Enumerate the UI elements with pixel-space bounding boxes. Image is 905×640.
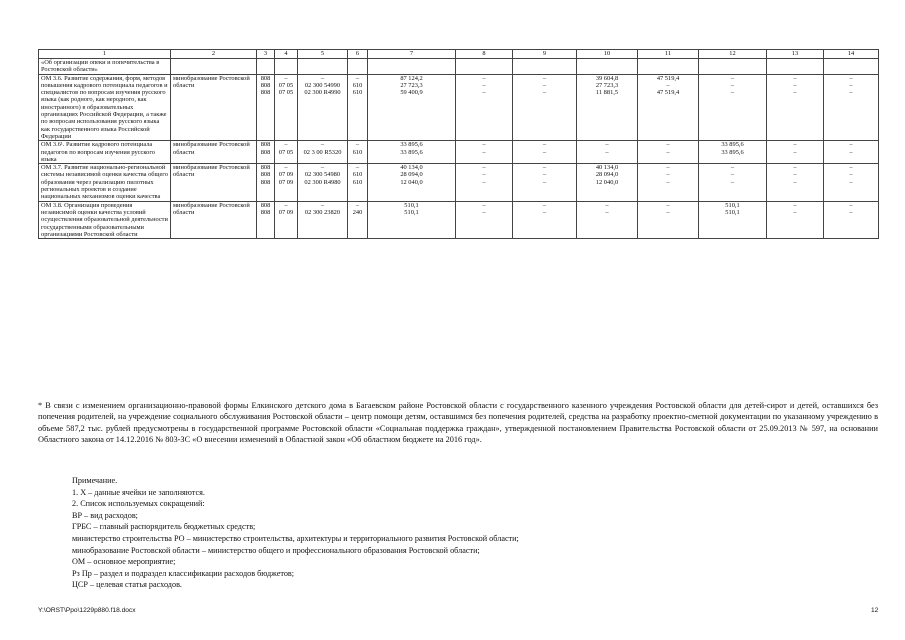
value-line: – (666, 201, 670, 209)
value-line: – (284, 141, 288, 149)
value-line: 11 881,5 (595, 89, 619, 97)
value-line: 47 519,4 (656, 89, 680, 97)
value-line: – (482, 148, 486, 156)
value-line: 610 (352, 81, 363, 89)
value-line: – (793, 81, 797, 89)
value-cell-c14 (824, 74, 879, 141)
value-line: 28 094,0 (595, 171, 619, 179)
value-line: – (793, 89, 797, 97)
column-header-10: 10 (577, 50, 638, 59)
value-line: 39 604,8 (595, 74, 619, 82)
value-line (350, 59, 365, 66)
value-line: 33 895,6 (400, 148, 423, 156)
value-cell-c9 (513, 141, 577, 164)
value-cell-c13 (767, 201, 824, 238)
value-line: 47 519,4 (656, 74, 680, 82)
value-line (515, 59, 574, 66)
value-line: – (730, 89, 735, 97)
value-line: – (355, 74, 360, 82)
value-cell-c11 (638, 74, 699, 141)
value-line: – (793, 164, 797, 172)
value-cell-c13 (767, 164, 824, 201)
column-header-9: 9 (513, 50, 577, 59)
value-cell-c14 (824, 164, 879, 201)
table-row (39, 164, 879, 201)
value-line: – (542, 74, 547, 82)
value-line: 610 (352, 178, 363, 186)
value-cell-c9 (513, 164, 577, 201)
value-line: – (542, 208, 547, 216)
value-line: – (730, 178, 735, 186)
value-line: 510,1 (725, 201, 740, 209)
value-cell-c5 (298, 141, 348, 164)
value-line: – (320, 74, 325, 82)
value-cell-c4 (275, 201, 298, 238)
value-line: – (482, 81, 486, 89)
value-cell-c9 (513, 59, 577, 75)
column-header-7: 7 (368, 50, 456, 59)
value-cell-c6 (348, 59, 368, 75)
value-line: – (482, 89, 486, 97)
value-line: 33 895,6 (721, 141, 744, 149)
value-line: – (793, 148, 797, 156)
value-line: – (849, 148, 853, 156)
value-cell-c6 (348, 201, 368, 238)
value-line: 808 (260, 171, 271, 179)
value-line: – (793, 178, 797, 186)
value-line: – (849, 81, 853, 89)
value-cell-c9 (513, 201, 577, 238)
value-line: – (355, 141, 360, 149)
note-line: минобразование Ростовской области – министерство общего и профессионального образования Ростовской области; (72, 545, 480, 555)
value-line: – (849, 178, 853, 186)
note-line: ОМ – основное мероприятие; (72, 557, 176, 567)
value-line: 610 (352, 171, 363, 179)
value-cell-c3 (257, 74, 275, 141)
value-line: 510,1 (404, 201, 419, 209)
value-line: – (605, 208, 609, 216)
value-cell-c11 (638, 59, 699, 75)
value-line: 33 895,6 (721, 148, 744, 156)
value-line (300, 59, 345, 66)
note-line: ГРБС – главный распорядитель бюджетных средств; (72, 522, 256, 532)
value-cell-c5 (298, 201, 348, 238)
value-line: – (666, 178, 670, 186)
value-line (579, 59, 635, 66)
value-line: – (605, 141, 609, 149)
value-line: – (542, 81, 547, 89)
value-line: – (482, 74, 486, 82)
value-line: – (320, 141, 325, 149)
value-line: 02 300 R4990 (304, 89, 341, 97)
value-cell-c10 (577, 164, 638, 201)
value-line: – (849, 141, 853, 149)
value-line: – (666, 164, 670, 172)
value-cell-c12 (699, 74, 767, 141)
value-line: – (320, 201, 325, 209)
value-cell-c13 (767, 59, 824, 75)
column-header-2: 2 (171, 50, 257, 59)
value-line: – (284, 74, 288, 82)
value-line: 12 040,0 (400, 178, 423, 186)
value-line: – (542, 141, 547, 149)
value-line: 808 (260, 148, 271, 156)
value-line: – (605, 201, 609, 209)
value-line: 02 300 23820 (304, 208, 341, 216)
value-line: 87 124,2 (400, 74, 423, 82)
table-row (39, 201, 879, 238)
value-cell-c7 (368, 59, 456, 75)
value-line: – (666, 141, 670, 149)
value-cell-c12 (699, 201, 767, 238)
value-line (769, 59, 821, 66)
value-line: – (284, 201, 288, 209)
value-line: – (542, 178, 547, 186)
value-cell-c8 (456, 164, 513, 201)
value-line: 808 (260, 81, 271, 89)
value-cell-c5 (298, 59, 348, 75)
value-cell-c11 (638, 164, 699, 201)
value-line: – (849, 208, 853, 216)
value-cell-c7 (368, 74, 456, 141)
value-line: – (730, 171, 735, 179)
value-cell-c8 (456, 201, 513, 238)
value-cell-c14 (824, 201, 879, 238)
value-cell-c10 (577, 201, 638, 238)
value-line: – (542, 164, 547, 172)
value-cell-c12 (699, 164, 767, 201)
executor-cell: минобразование Ростовской области (171, 201, 257, 238)
value-line: – (666, 81, 670, 89)
measure-name-cell: ОМ 3.6¹. Развитие кадрового потенциала педагогов по вопросам изучения русского языка (39, 141, 171, 164)
value-line: – (542, 148, 547, 156)
table-header-row (39, 50, 879, 59)
value-cell-c3 (257, 201, 275, 238)
value-line: – (849, 164, 853, 172)
program-table-container (38, 49, 878, 239)
value-line: 02 300 R4980 (304, 178, 341, 186)
value-line: 33 895,6 (400, 141, 423, 149)
column-header-11: 11 (638, 50, 699, 59)
value-cell-c3 (257, 141, 275, 164)
footer-file-path: Y:\ORST\Ppo\1229p880.f18.docx (38, 607, 136, 614)
value-cell-c14 (824, 141, 879, 164)
value-cell-c10 (577, 74, 638, 141)
value-line (458, 59, 510, 66)
value-cell-c3 (257, 164, 275, 201)
value-line: – (730, 74, 735, 82)
value-line: 07 09 (278, 178, 294, 186)
value-line (701, 59, 764, 66)
value-line: 808 (260, 201, 271, 209)
value-line: 808 (260, 89, 271, 97)
value-line: 610 (352, 89, 363, 97)
value-line: – (542, 201, 547, 209)
value-cell-c7 (368, 164, 456, 201)
value-line: – (542, 171, 547, 179)
value-cell-c10 (577, 59, 638, 75)
value-cell-c4 (275, 59, 298, 75)
value-line: 808 (260, 141, 271, 149)
note-line: ВР – вид расходов; (72, 510, 138, 520)
value-cell-c7 (368, 141, 456, 164)
value-line: 808 (260, 74, 271, 82)
value-cell-c8 (456, 74, 513, 141)
value-line: 40 134,0 (595, 164, 619, 172)
value-cell-c13 (767, 141, 824, 164)
executor-cell: минобразование Ростовской области (171, 74, 257, 141)
measure-name-cell: «Об организации опеки и попечительства в Ростовской области» (39, 59, 171, 75)
note-line: Примечание. (72, 476, 118, 485)
value-line: 07 05 (278, 148, 294, 156)
column-header-4: 4 (275, 50, 298, 59)
value-line: – (666, 208, 670, 216)
value-line: 07 05 (278, 81, 294, 89)
value-line: 28 094,0 (400, 171, 423, 179)
executor-cell (171, 59, 257, 75)
value-line: – (482, 164, 486, 172)
value-cell-c6 (348, 164, 368, 201)
value-cell-c11 (638, 141, 699, 164)
value-line: 59 400,9 (400, 89, 423, 97)
table-row (39, 141, 879, 164)
value-line: 07 05 (278, 89, 294, 97)
value-line: – (482, 178, 486, 186)
value-line: 808 (260, 164, 271, 172)
value-cell-c4 (275, 164, 298, 201)
value-line: 02 300 54990 (304, 81, 341, 89)
measure-name-cell: ОМ 3.7. Развитие национально-региональной системы независимой оценки качества общего образования через реализацию пилотных региональных проектов и создание национальных механизмов оценки качества (39, 164, 171, 201)
value-line: – (793, 141, 797, 149)
table-row (39, 59, 879, 75)
note-line: министерство строительства РО – министерство строительства, архитектуры и территориального развития Ростовской области; (72, 533, 519, 543)
value-line: – (482, 141, 486, 149)
value-line: – (320, 164, 325, 172)
value-cell-c13 (767, 74, 824, 141)
value-line: – (542, 89, 547, 97)
value-cell-c10 (577, 141, 638, 164)
column-header-12: 12 (699, 50, 767, 59)
table-body (39, 59, 879, 239)
value-line: 02 3 00 R5320 (303, 148, 342, 156)
value-line: 510,1 (404, 208, 419, 216)
value-cell-c4 (275, 74, 298, 141)
value-line: 510,1 (725, 208, 740, 216)
value-line: – (849, 201, 853, 209)
value-line: 12 040,0 (595, 178, 619, 186)
value-line: 40 134,0 (400, 164, 423, 172)
value-line: 27 723,3 (595, 81, 619, 89)
column-header-6: 6 (348, 50, 368, 59)
measure-name-cell: ОМ 3.6. Развитие содержания, форм, методов повышения кадрового потенциала педагогов и специалистов по вопросам изучения русского языка (как родного, как неродного, как иностранного) в образовательных организациях Российской Федерации, а также по вопросам использования русского языка как государственного языка Российской Федерации (39, 74, 171, 141)
value-line: – (482, 171, 486, 179)
value-cell-c9 (513, 74, 577, 141)
value-line: – (849, 89, 853, 97)
value-line: 808 (260, 208, 271, 216)
value-cell-c14 (824, 59, 879, 75)
value-line: – (605, 148, 609, 156)
note-line: 2. Список используемых сокращений: (72, 499, 205, 509)
measure-name-cell: ОМ 3.8. Организация проведения независимой оценки качества условий осуществления образовательной деятельности государственными образовательными организациями Ростовской области (39, 201, 171, 238)
value-line: 07 09 (278, 208, 294, 216)
column-header-5: 5 (298, 50, 348, 59)
value-line: – (482, 201, 486, 209)
value-line (259, 59, 272, 66)
value-line: 610 (352, 148, 363, 156)
value-cell-c11 (638, 201, 699, 238)
value-line: – (355, 164, 360, 172)
value-line: – (482, 208, 486, 216)
value-line: – (355, 201, 360, 209)
value-line: – (666, 171, 670, 179)
value-line: – (793, 208, 797, 216)
column-header-14: 14 (824, 50, 879, 59)
executor-cell: минобразование Ростовской области (171, 164, 257, 201)
column-header-8: 8 (456, 50, 513, 59)
value-cell-c7 (368, 201, 456, 238)
note-line: Рз Пр – раздел и подраздел классификации расходов бюджетов; (72, 568, 295, 578)
value-line (370, 59, 453, 66)
value-line: – (793, 201, 797, 209)
notes-block (72, 475, 519, 591)
value-cell-c12 (699, 141, 767, 164)
value-cell-c5 (298, 74, 348, 141)
value-cell-c4 (275, 141, 298, 164)
value-cell-c6 (348, 141, 368, 164)
value-cell-c3 (257, 59, 275, 75)
value-line: – (849, 171, 853, 179)
value-line: 27 723,3 (400, 81, 423, 89)
footer-page-number: 12 (871, 607, 879, 614)
value-cell-c12 (699, 59, 767, 75)
value-line: – (793, 74, 797, 82)
value-cell-c6 (348, 74, 368, 141)
column-header-13: 13 (767, 50, 824, 59)
note-line: ЦСР – целевая статья расходов. (72, 580, 182, 590)
executor-cell: минобразование Ростовской области (171, 141, 257, 164)
table-row (39, 74, 879, 141)
value-line: 02 300 54980 (304, 171, 341, 179)
column-header-1: 1 (39, 50, 171, 59)
value-line (640, 59, 696, 66)
value-line: 07 09 (278, 171, 294, 179)
column-header-3: 3 (257, 50, 275, 59)
value-line: 808 (260, 178, 271, 186)
value-cell-c8 (456, 59, 513, 75)
value-line: – (730, 164, 735, 172)
program-table (38, 49, 879, 239)
value-line: – (666, 148, 670, 156)
value-line: – (793, 171, 797, 179)
value-cell-c5 (298, 164, 348, 201)
value-line (277, 59, 295, 66)
value-line: – (849, 74, 853, 82)
footnote: * В связи с изменением организационно-правовой формы Елкинского детского дома в Багаевском районе Ростовской области с государственного казенного учреждения Ростовской области для детей-сирот и детей, оставшихся без попечения родителей, на учреждение социального обслуживания Ростовской области – центр помощи детям, оставшимся без попечения родителей, средства на разработку проектно-сметной документации по указанному учреждению в объеме 587,2 тыс. рублей предусмотрены в государственной программе Ростовской области «Социальная поддержка граждан», утвержденной постановлением Правительства Ростовской области от 25.09.2013 № 597, на основании Областного закона от 14.12.2016 № 803-ЗС «О внесении изменений в Областной закон «Об областном бюджете на 2016 год». (38, 401, 878, 445)
note-line: 1. Х – данные ячейки не заполняются. (72, 487, 205, 497)
value-line: – (730, 81, 735, 89)
value-line (826, 59, 876, 66)
value-line: – (284, 164, 288, 172)
value-cell-c8 (456, 141, 513, 164)
value-line: 240 (352, 208, 363, 216)
